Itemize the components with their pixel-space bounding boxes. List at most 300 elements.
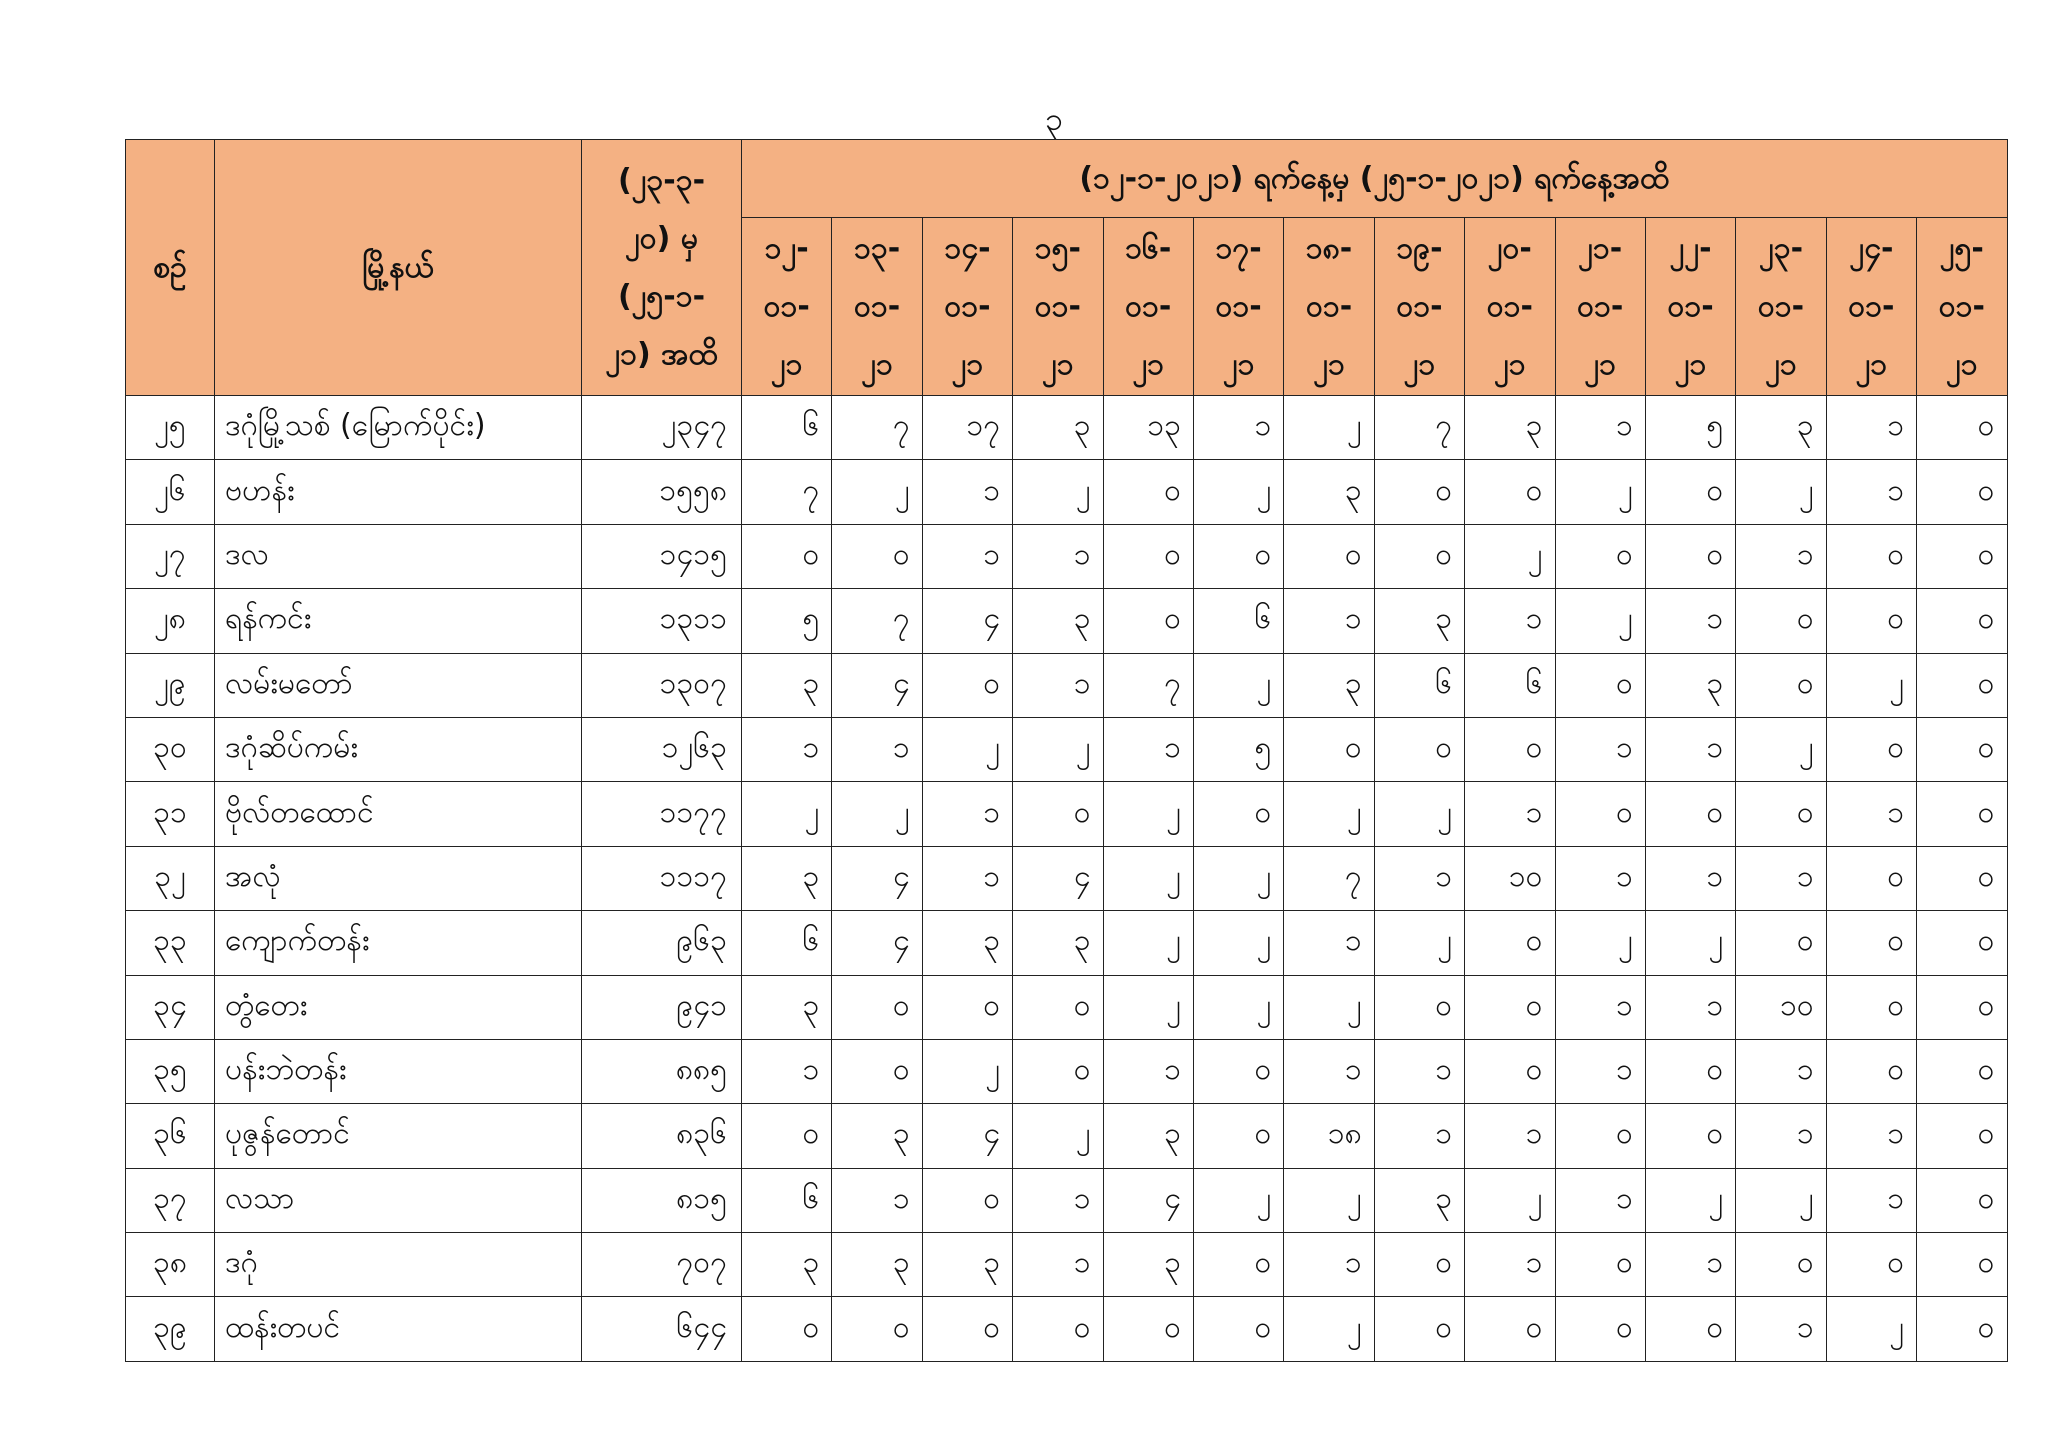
township-name-cell: ထန်းတပင် — [215, 1297, 582, 1361]
header-date — [1645, 218, 1735, 396]
daily-cases-cell: ၁ — [1013, 1233, 1103, 1297]
daily-cases-cell: ၃ — [1013, 396, 1103, 460]
daily-cases-cell: ၃ — [832, 1104, 922, 1168]
serial-no-cell: ၂၈ — [126, 589, 215, 653]
daily-cases-cell: ၁ — [1013, 653, 1103, 717]
table-row — [126, 717, 2008, 781]
daily-cases-cell: ၁ — [832, 717, 922, 781]
township-name-cell: ရန်ကင်း — [215, 589, 582, 653]
daily-cases-cell: ၀ — [1826, 589, 1916, 653]
daily-cases-cell: ၀ — [1917, 846, 2007, 910]
table-row — [126, 396, 2008, 460]
daily-cases-cell: ၁ — [1736, 1104, 1826, 1168]
daily-cases-cell: ၀ — [1555, 1297, 1645, 1361]
cumulative-total-cell: ၂၃၄၇ — [582, 396, 742, 460]
daily-cases-cell: ၄ — [1103, 1168, 1193, 1232]
serial-no-cell: ၂၉ — [126, 653, 215, 717]
daily-cases-cell: ၁ — [1465, 782, 1555, 846]
daily-cases-cell: ၁၇ — [922, 396, 1012, 460]
daily-cases-cell: ၀ — [1193, 782, 1283, 846]
table-row — [126, 524, 2008, 588]
cumulative-total-cell: ၁၃၀၇ — [582, 653, 742, 717]
daily-cases-cell: ၁၈ — [1284, 1104, 1374, 1168]
township-name-cell: ကျောက်တန်း — [215, 911, 582, 975]
daily-cases-cell: ၁ — [1826, 1104, 1916, 1168]
header-date-part: ၂၁ — [1494, 346, 1526, 382]
daily-cases-cell: ၁ — [1736, 1297, 1826, 1361]
cumulative-total-cell: ၁၃၁၁ — [582, 589, 742, 653]
header-date — [1826, 218, 1916, 396]
header-date — [1555, 218, 1645, 396]
header-date-part: ၀၁- — [1396, 288, 1443, 324]
serial-no-cell: ၃၃ — [126, 911, 215, 975]
daily-cases-cell: ၁ — [1555, 1168, 1645, 1232]
daily-cases-cell: ၀ — [922, 1297, 1012, 1361]
daily-cases-cell: ၃ — [1284, 460, 1374, 524]
table-row — [126, 1168, 2008, 1232]
daily-cases-cell: ၀ — [1103, 524, 1193, 588]
daily-cases-cell: ၂ — [922, 1039, 1012, 1103]
daily-cases-cell: ၁၃ — [1103, 396, 1193, 460]
daily-cases-cell: ၀ — [1736, 589, 1826, 653]
daily-cases-cell: ၀ — [1826, 524, 1916, 588]
daily-cases-cell: ၁ — [1645, 1233, 1735, 1297]
daily-cases-cell: ၃ — [922, 911, 1012, 975]
header-date-part: ၂၃- — [1758, 230, 1804, 266]
daily-cases-cell: ၁ — [1193, 396, 1283, 460]
header-date-part: ၂၁ — [1132, 346, 1165, 382]
header-date-part: ၂၁ — [1222, 346, 1255, 382]
daily-cases-cell: ၄ — [832, 653, 922, 717]
daily-cases-cell: ၁ — [1103, 1039, 1193, 1103]
daily-cases-cell: ၃ — [1736, 396, 1826, 460]
daily-cases-cell: ၀ — [1917, 1233, 2007, 1297]
daily-cases-cell: ၁ — [1826, 396, 1916, 460]
cumulative-total-cell: ၉၄၁ — [582, 975, 742, 1039]
daily-cases-cell: ၁ — [1284, 1233, 1374, 1297]
header-date-part: ၂၀- — [1487, 230, 1532, 266]
header-date — [1736, 218, 1826, 396]
daily-cases-cell: ၀ — [1917, 975, 2007, 1039]
daily-cases-cell: ၁ — [1103, 717, 1193, 781]
daily-cases-cell: ၁ — [832, 1168, 922, 1232]
cumulative-total-cell: ၁၅၅၈ — [582, 460, 742, 524]
serial-no-cell: ၃၄ — [126, 975, 215, 1039]
daily-cases-cell: ၀ — [832, 524, 922, 588]
serial-no-cell: ၃၆ — [126, 1104, 215, 1168]
table-row — [126, 1104, 2008, 1168]
daily-cases-cell: ၀ — [1917, 782, 2007, 846]
serial-no-cell: ၂၇ — [126, 524, 215, 588]
daily-cases-cell: ၀ — [1284, 524, 1374, 588]
header-date-part: ၂၁ — [1674, 346, 1707, 382]
daily-cases-cell: ၂ — [1103, 846, 1193, 910]
serial-no-cell: ၃၀ — [126, 717, 215, 781]
daily-cases-cell: ၀ — [922, 975, 1012, 1039]
daily-cases-cell: ၇ — [832, 589, 922, 653]
header-cumulative-total-line: ၂၁) အထိ — [605, 336, 718, 372]
cumulative-total-cell: ၈၈၅ — [582, 1039, 742, 1103]
daily-cases-cell: ၁ — [1826, 1168, 1916, 1232]
daily-cases-cell: ၀ — [832, 1297, 922, 1361]
daily-cases-cell: ၀ — [1465, 911, 1555, 975]
daily-cases-cell: ၀ — [1826, 1039, 1916, 1103]
daily-cases-cell: ၂ — [1826, 1297, 1916, 1361]
serial-no-cell: ၃၈ — [126, 1233, 215, 1297]
daily-cases-cell: ၀ — [1736, 653, 1826, 717]
township-name-cell: တွံတေး — [215, 975, 582, 1039]
daily-cases-cell: ၀ — [1013, 1039, 1103, 1103]
header-date-part: ၁၅- — [1034, 230, 1081, 266]
daily-cases-cell: ၂ — [1374, 782, 1464, 846]
daily-cases-cell: ၅ — [1645, 396, 1735, 460]
daily-cases-cell: ၆ — [742, 396, 832, 460]
daily-cases-cell: ၆ — [1374, 653, 1464, 717]
daily-cases-cell: ၆ — [742, 1168, 832, 1232]
daily-cases-cell: ၀ — [832, 1039, 922, 1103]
table-row — [126, 1039, 2008, 1103]
cumulative-total-cell: ၇၀၇ — [582, 1233, 742, 1297]
header-date-part: ၁၄- — [944, 230, 991, 266]
cumulative-total-cell: ၈၃၆ — [582, 1104, 742, 1168]
daily-cases-cell: ၂ — [1284, 782, 1374, 846]
serial-no-cell: ၃၇ — [126, 1168, 215, 1232]
township-name-cell: အလုံ — [215, 846, 582, 910]
serial-no-cell: ၃၉ — [126, 1297, 215, 1361]
daily-cases-cell: ၂ — [1645, 1168, 1735, 1232]
daily-cases-cell: ၀ — [1555, 653, 1645, 717]
daily-cases-cell: ၀ — [1736, 911, 1826, 975]
daily-cases-cell: ၁ — [1465, 589, 1555, 653]
daily-cases-cell: ၁ — [1374, 1039, 1464, 1103]
daily-cases-cell: ၀ — [1555, 782, 1645, 846]
daily-cases-cell: ၀ — [1917, 653, 2007, 717]
daily-cases-cell: ၁ — [1736, 1039, 1826, 1103]
daily-cases-cell: ၃ — [742, 846, 832, 910]
daily-cases-cell: ၀ — [1917, 1168, 2007, 1232]
daily-cases-cell: ၀ — [1826, 1233, 1916, 1297]
daily-cases-cell: ၁ — [742, 1039, 832, 1103]
header-date-part: ၂၂- — [1669, 230, 1712, 266]
daily-cases-cell: ၀ — [1917, 1297, 2007, 1361]
daily-cases-cell: ၀ — [1013, 975, 1103, 1039]
daily-cases-cell: ၁ — [1374, 846, 1464, 910]
township-name-cell: ပုဇွန်တောင် — [215, 1104, 582, 1168]
table-row — [126, 846, 2008, 910]
daily-cases-cell: ၁ — [742, 717, 832, 781]
daily-cases-cell: ၂ — [1736, 1168, 1826, 1232]
daily-cases-cell: ၀ — [1465, 460, 1555, 524]
header-date-part: ၀၁- — [853, 288, 901, 324]
daily-cases-cell: ၀ — [1917, 460, 2007, 524]
daily-cases-cell: ၀ — [1645, 782, 1735, 846]
daily-cases-cell: ၀ — [1917, 911, 2007, 975]
header-date-part: ၂၁ — [1855, 346, 1888, 382]
header-date-part: ၁၇- — [1215, 230, 1262, 266]
daily-cases-cell: ၀ — [1555, 1104, 1645, 1168]
daily-cases-cell: ၂ — [1555, 460, 1645, 524]
daily-cases-cell: ၂ — [1013, 717, 1103, 781]
serial-no-cell: ၃၅ — [126, 1039, 215, 1103]
table-header — [126, 140, 2008, 396]
daily-cases-cell: ၃ — [1284, 653, 1374, 717]
page-number: ၃ — [1045, 100, 1063, 138]
header-date — [1917, 218, 2007, 396]
daily-cases-cell: ၂ — [742, 782, 832, 846]
header-date — [1284, 218, 1374, 396]
header-date-part: ၁၉- — [1396, 230, 1443, 266]
daily-cases-cell: ၂ — [1826, 653, 1916, 717]
daily-cases-cell: ၀ — [742, 1104, 832, 1168]
township-name-cell: လမ်းမတော် — [215, 653, 582, 717]
daily-cases-cell: ၇ — [1374, 396, 1464, 460]
daily-cases-cell: ၀ — [1645, 460, 1735, 524]
daily-cases-cell: ၀ — [922, 1168, 1012, 1232]
header-date-part: ၂၁ — [1584, 346, 1617, 382]
daily-cases-cell: ၁၀ — [1465, 846, 1555, 910]
daily-cases-cell: ၁ — [1645, 846, 1735, 910]
header-date-part: ၀၁- — [1577, 288, 1624, 324]
serial-no-cell: ၂၆ — [126, 460, 215, 524]
daily-cases-cell: ၂ — [1284, 396, 1374, 460]
header-date-part: ၂၁ — [1765, 346, 1797, 382]
daily-cases-cell: ၂ — [832, 460, 922, 524]
daily-cases-cell: ၀ — [1645, 1297, 1735, 1361]
cumulative-total-cell: ၈၁၅ — [582, 1168, 742, 1232]
daily-cases-cell: ၀ — [1193, 1104, 1283, 1168]
daily-cases-cell: ၀ — [1555, 1233, 1645, 1297]
daily-cases-cell: ၁ — [1284, 1039, 1374, 1103]
daily-cases-cell: ၀ — [1465, 1297, 1555, 1361]
township-name-cell: ဗဟန်း — [215, 460, 582, 524]
daily-cases-cell: ၀ — [1917, 1104, 2007, 1168]
daily-cases-cell: ၁ — [1013, 524, 1103, 588]
header-cumulative-total — [582, 140, 742, 396]
daily-cases-cell: ၁ — [1645, 975, 1735, 1039]
daily-cases-cell: ၀ — [1826, 975, 1916, 1039]
header-date-part: ၁၈- — [1305, 230, 1353, 266]
daily-cases-cell: ၀ — [1103, 1297, 1193, 1361]
cumulative-total-cell: ၆၄၄ — [582, 1297, 742, 1361]
header-date-part: ၀၁- — [1125, 288, 1172, 324]
header-cumulative-total-line: ၂၀) မှ — [625, 220, 698, 256]
serial-no-cell: ၃၁ — [126, 782, 215, 846]
daily-cases-cell: ၃ — [832, 1233, 922, 1297]
daily-cases-cell: ၁ — [922, 782, 1012, 846]
daily-cases-cell: ၂ — [1284, 1168, 1374, 1232]
daily-cases-cell: ၃ — [1013, 911, 1103, 975]
daily-cases-cell: ၁ — [1374, 1104, 1464, 1168]
daily-cases-cell: ၀ — [1013, 782, 1103, 846]
header-township: မြို့နယ် — [215, 140, 582, 396]
header-date-part: ၀၁- — [1938, 288, 1985, 324]
header-period-title: (၁၂-၁-၂၀၂၁) ရက်နေ့မှ (၂၅-၁-၂၀၂၁) ရက်နေ့အထိ — [742, 140, 2008, 218]
header-date — [1013, 218, 1103, 396]
daily-cases-cell: ၀ — [1284, 717, 1374, 781]
daily-cases-cell: ၇ — [832, 396, 922, 460]
header-date-part: ၁၃- — [853, 230, 901, 266]
header-date-part: ၀၁- — [1305, 288, 1353, 324]
daily-cases-cell: ၀ — [1917, 1039, 2007, 1103]
header-date-part: ၀၁- — [944, 288, 991, 324]
daily-cases-cell: ၆ — [1465, 653, 1555, 717]
header-date-part: ၀၁- — [763, 288, 810, 324]
daily-cases-cell: ၂ — [922, 717, 1012, 781]
daily-cases-cell: ၀ — [1917, 524, 2007, 588]
cumulative-total-cell: ၉၆၃ — [582, 911, 742, 975]
header-date-part: ၂၁ — [770, 346, 803, 382]
daily-cases-cell: ၀ — [1103, 589, 1193, 653]
header-date — [1193, 218, 1283, 396]
daily-cases-cell: ၂ — [1193, 460, 1283, 524]
daily-cases-cell: ၁ — [1555, 846, 1645, 910]
header-date-part: ၀၁- — [1848, 288, 1895, 324]
daily-cases-cell: ၅ — [742, 589, 832, 653]
daily-cases-cell: ၀ — [742, 524, 832, 588]
daily-cases-cell: ၄ — [922, 1104, 1012, 1168]
header-date — [832, 218, 922, 396]
daily-cases-cell: ၀ — [1465, 1039, 1555, 1103]
daily-cases-cell: ၃ — [742, 975, 832, 1039]
daily-cases-cell: ၀ — [1374, 1233, 1464, 1297]
daily-cases-cell: ၀ — [1917, 396, 2007, 460]
header-date — [1465, 218, 1555, 396]
header-date-part: ၂၁ — [1403, 346, 1436, 382]
daily-cases-cell: ၀ — [1826, 911, 1916, 975]
daily-cases-cell: ၁ — [1555, 717, 1645, 781]
daily-cases-cell: ၁ — [1826, 460, 1916, 524]
township-name-cell: လသာ — [215, 1168, 582, 1232]
table-row — [126, 653, 2008, 717]
header-date — [1374, 218, 1464, 396]
daily-cases-cell: ၂ — [1645, 911, 1735, 975]
header-date-part: ၂၁ — [861, 346, 893, 382]
header-date-part: ၀၁- — [1034, 288, 1081, 324]
cumulative-total-cell: ၁၄၁၅ — [582, 524, 742, 588]
daily-cases-cell: ၀ — [1374, 1297, 1464, 1361]
header-date — [922, 218, 1012, 396]
daily-cases-cell: ၂ — [1465, 1168, 1555, 1232]
daily-cases-cell: ၅ — [1193, 717, 1283, 781]
daily-cases-cell: ၂ — [1193, 911, 1283, 975]
daily-cases-cell: ၂ — [1736, 717, 1826, 781]
daily-cases-cell: ၂ — [1193, 1168, 1283, 1232]
daily-cases-cell: ၂ — [1736, 460, 1826, 524]
daily-cases-cell: ၃ — [1013, 589, 1103, 653]
header-date-part: ၂၁ — [1945, 346, 1978, 382]
township-name-cell: ပန်းဘဲတန်း — [215, 1039, 582, 1103]
daily-cases-cell: ၀ — [1013, 1297, 1103, 1361]
daily-cases-cell: ၇ — [1284, 846, 1374, 910]
daily-cases-cell: ၃ — [1103, 1104, 1193, 1168]
daily-cases-cell: ၀ — [1826, 846, 1916, 910]
daily-cases-cell: ၁ — [1284, 589, 1374, 653]
daily-cases-cell: ၁ — [1645, 589, 1735, 653]
header-serial-no: စဉ် — [126, 140, 215, 396]
daily-cases-cell: ၁ — [1645, 717, 1735, 781]
daily-cases-cell: ၂ — [1555, 911, 1645, 975]
header-date-part: ၂၁- — [1578, 230, 1623, 266]
daily-cases-cell: ၂ — [1103, 911, 1193, 975]
daily-cases-cell: ၁ — [1013, 1168, 1103, 1232]
daily-cases-cell: ၁ — [1555, 1039, 1645, 1103]
table-row — [126, 1233, 2008, 1297]
township-name-cell: ဒဂုံ — [215, 1233, 582, 1297]
daily-cases-cell: ၀ — [1736, 782, 1826, 846]
daily-cases-cell: ၂ — [1013, 460, 1103, 524]
daily-cases-cell: ၀ — [922, 653, 1012, 717]
table-body — [126, 396, 2008, 1362]
header-date-part: ၂၄- — [1849, 230, 1894, 266]
cumulative-total-cell: ၁၁၁၇ — [582, 846, 742, 910]
header-date-part: ၁၆- — [1125, 230, 1172, 266]
daily-cases-cell: ၀ — [1645, 524, 1735, 588]
cumulative-total-cell: ၁၂၆၃ — [582, 717, 742, 781]
daily-cases-cell: ၂ — [1555, 589, 1645, 653]
daily-cases-cell: ၁ — [922, 460, 1012, 524]
township-name-cell: ဒဂုံမြို့သစ် (မြောက်ပိုင်း) — [215, 396, 582, 460]
covid-cases-table — [125, 139, 2008, 1362]
daily-cases-cell: ၄ — [832, 846, 922, 910]
table-row — [126, 589, 2008, 653]
daily-cases-cell: ၀ — [1645, 1039, 1735, 1103]
daily-cases-cell: ၁ — [1555, 396, 1645, 460]
header-date-part: ၀၁- — [1215, 288, 1262, 324]
daily-cases-cell: ၀ — [1193, 1039, 1283, 1103]
daily-cases-cell: ၂ — [832, 782, 922, 846]
daily-cases-cell: ၁ — [1465, 1104, 1555, 1168]
header-date-part: ၂၁ — [1313, 346, 1345, 382]
daily-cases-cell: ၁ — [1736, 846, 1826, 910]
daily-cases-cell: ၄ — [832, 911, 922, 975]
daily-cases-cell: ၁ — [1284, 911, 1374, 975]
daily-cases-cell: ၁၀ — [1736, 975, 1826, 1039]
header-date-part: ၀၁- — [1757, 288, 1805, 324]
township-name-cell: ဒလ — [215, 524, 582, 588]
daily-cases-cell: ၂ — [1284, 975, 1374, 1039]
header-cumulative-total-line: (၂၅-၁- — [617, 278, 706, 314]
daily-cases-cell: ၄ — [922, 589, 1012, 653]
header-date-part: ၀၁- — [1486, 288, 1533, 324]
daily-cases-cell: ၀ — [1374, 717, 1464, 781]
header-date-part: ၀၁- — [1667, 288, 1714, 324]
daily-cases-cell: ၂ — [1374, 911, 1464, 975]
daily-cases-cell: ၁ — [922, 846, 1012, 910]
daily-cases-cell: ၀ — [1374, 524, 1464, 588]
daily-cases-cell: ၂ — [1465, 524, 1555, 588]
cumulative-total-cell: ၁၁၇၇ — [582, 782, 742, 846]
daily-cases-cell: ၂ — [1103, 782, 1193, 846]
daily-cases-cell: ၀ — [742, 1297, 832, 1361]
daily-cases-cell: ၃ — [1374, 1168, 1464, 1232]
daily-cases-cell: ၀ — [832, 975, 922, 1039]
daily-cases-cell: ၀ — [1103, 460, 1193, 524]
township-name-cell: ဗိုလ်တထောင် — [215, 782, 582, 846]
daily-cases-cell: ၁ — [1736, 524, 1826, 588]
header-date-part: ၁၂- — [764, 230, 809, 266]
daily-cases-cell: ၀ — [1917, 717, 2007, 781]
daily-cases-cell: ၇ — [742, 460, 832, 524]
table-row — [126, 1297, 2008, 1361]
table-row — [126, 782, 2008, 846]
serial-no-cell: ၂၅ — [126, 396, 215, 460]
township-name-cell: ဒဂုံဆိပ်ကမ်း — [215, 717, 582, 781]
header-date — [742, 218, 832, 396]
daily-cases-cell: ၃ — [1465, 396, 1555, 460]
table-row — [126, 911, 2008, 975]
header-date-part: ၂၅- — [1939, 230, 1984, 266]
daily-cases-cell: ၀ — [1193, 1297, 1283, 1361]
